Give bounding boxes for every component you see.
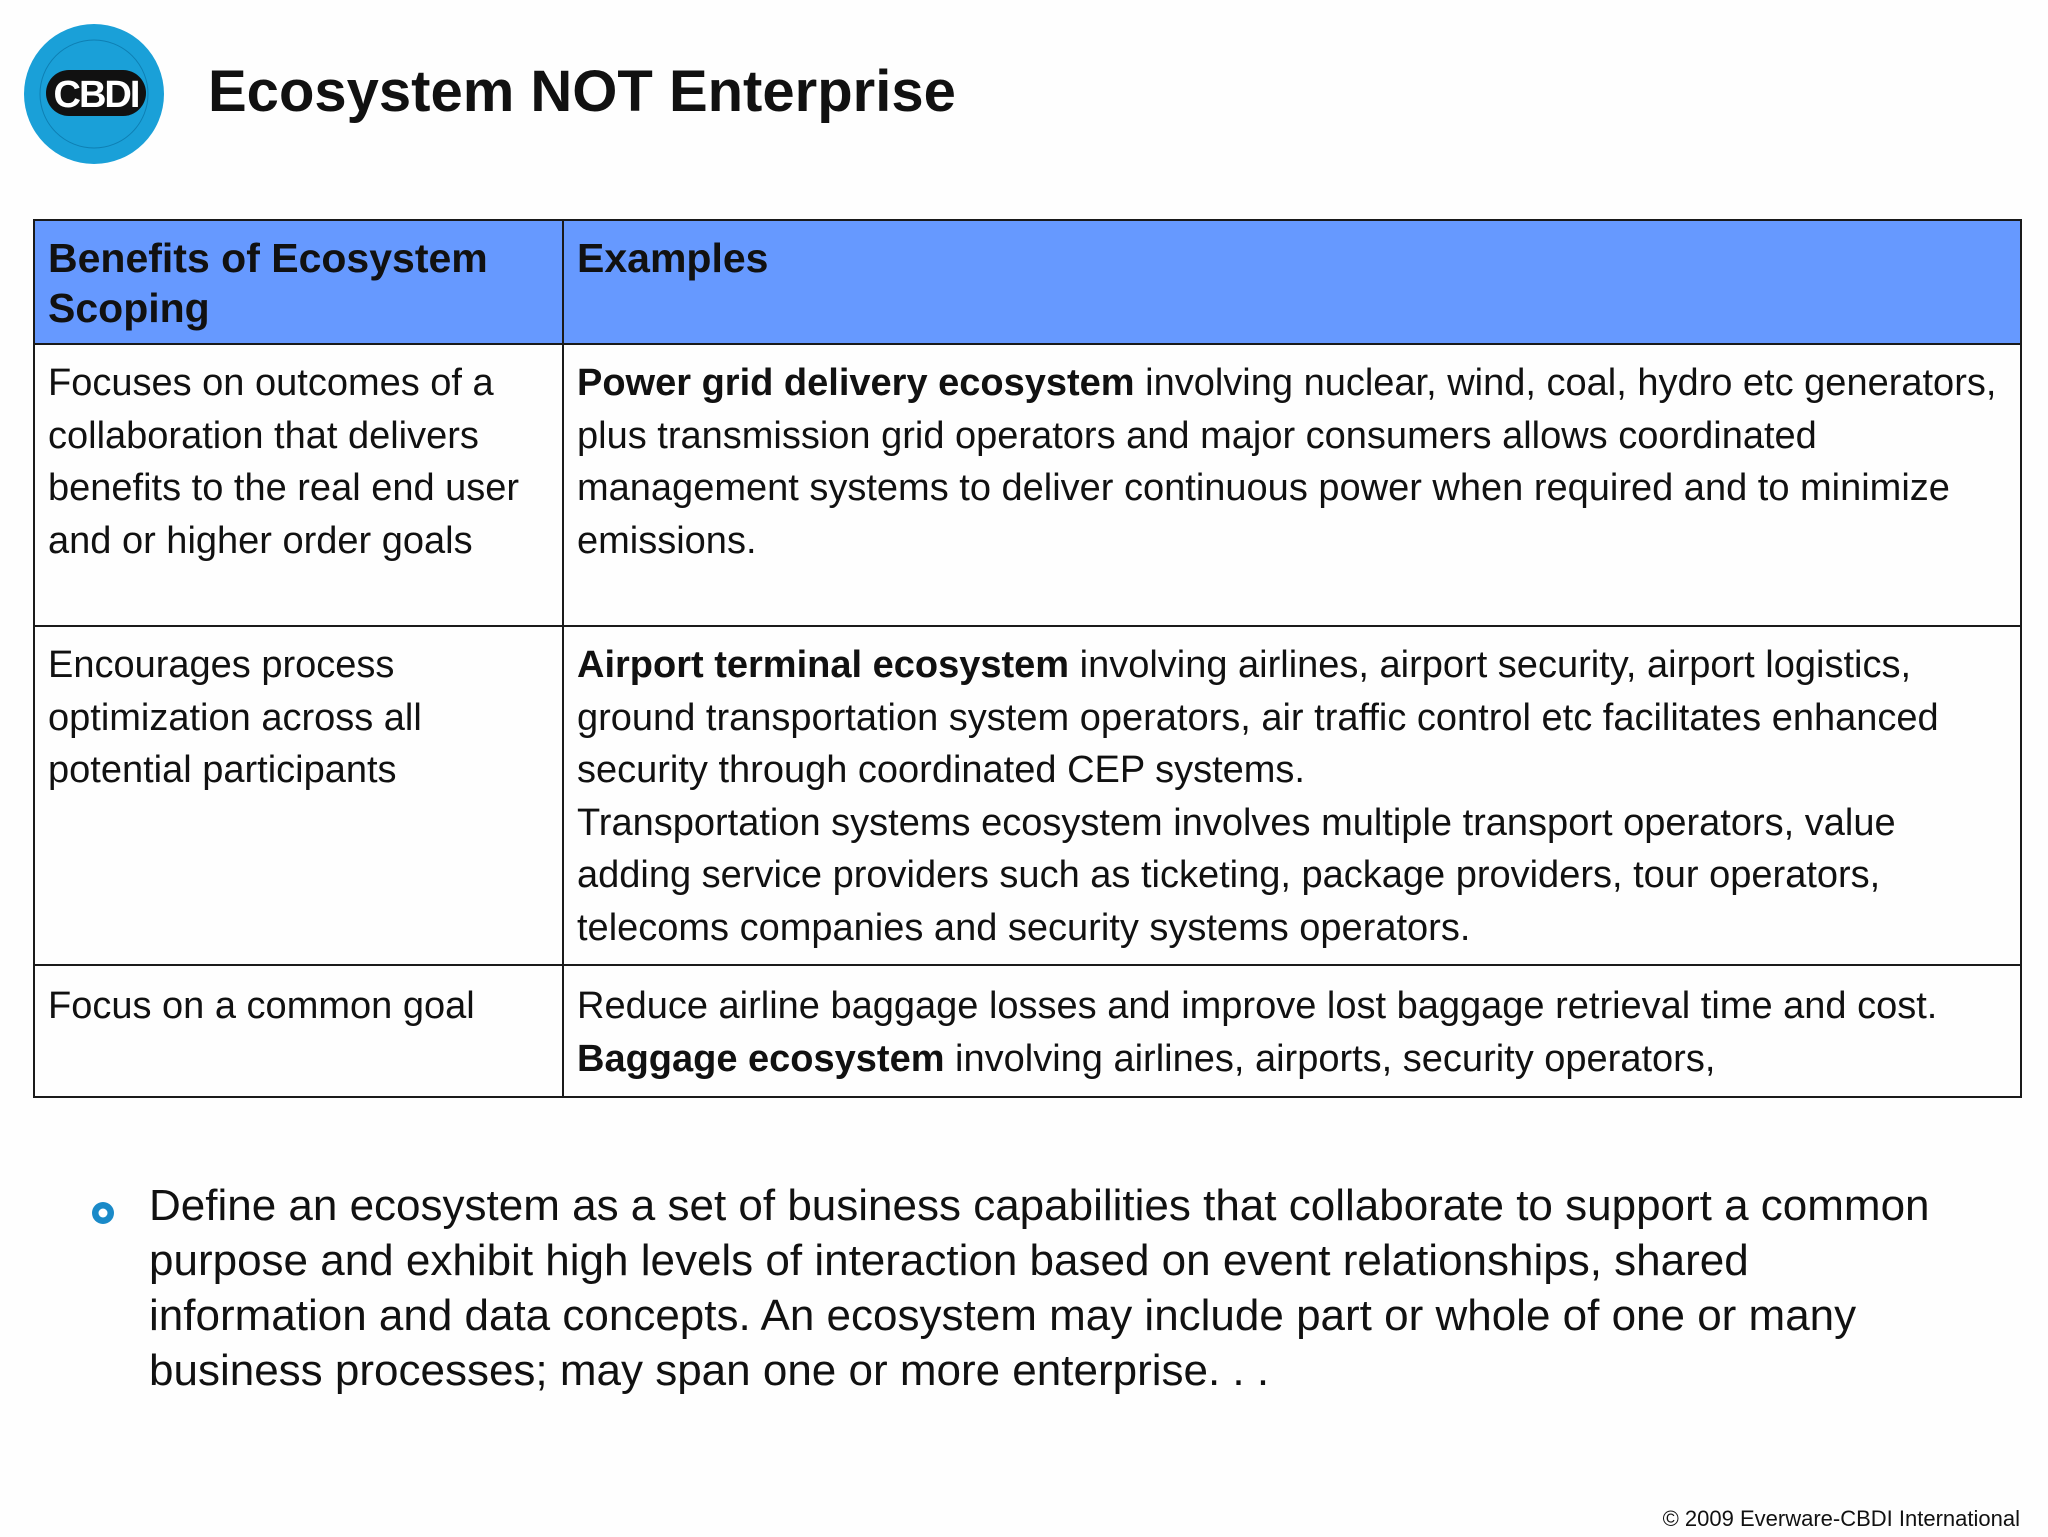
benefit-cell: Focuses on outcomes of a collaboration that delivers benefits to the real end user and or higher order goals xyxy=(34,344,563,626)
bullet-icon xyxy=(90,1200,116,1226)
example-paragraph xyxy=(577,639,2008,797)
page-title: Ecosystem NOT Enterprise xyxy=(208,59,956,124)
table-row xyxy=(34,626,2021,965)
benefit-cell: Encourages process optimization across all potential participants xyxy=(34,626,563,965)
table-header-row xyxy=(34,220,2021,344)
example-text: involving nuclear, wind, coal, hydro etc generators, plus transmission grid operators and major consumers allows coordinated management systems to deliver continuous power when required and to minimize emissions. xyxy=(577,362,1997,562)
examples-cell xyxy=(563,965,2021,1097)
logo-text: CBDI xyxy=(53,74,139,116)
example-bold: Baggage ecosystem xyxy=(577,1037,945,1080)
cbdi-logo xyxy=(22,22,166,166)
header-benefits: Benefits of Ecosystem Scoping xyxy=(34,220,563,344)
benefits-table xyxy=(33,219,2020,1098)
examples-cell xyxy=(563,344,2021,626)
examples-cell xyxy=(563,626,2021,965)
example-paragraph xyxy=(577,1033,2008,1086)
example-text: involving airlines, airport security, airport logistics, ground transportation system operators, air traffic control etc facilitates enhanced security through coordinated CEP systems. xyxy=(577,644,1939,791)
header-examples: Examples xyxy=(563,220,2021,344)
example-bold: Airport terminal ecosystem xyxy=(577,644,1070,686)
table-row xyxy=(34,965,2021,1097)
definition-text: Define an ecosystem as a set of business capabilities that collaborate to support a common purpose and exhibit high levels of interaction based on event relationships, shared information and data concepts. An ecosystem may include part or whole of one or many business processes; may span one or more enterprise. . . xyxy=(149,1181,1930,1395)
example-text: Reduce airline baggage losses and improve lost baggage retrieval time and cost. xyxy=(577,985,1938,1027)
example-text: Transportation systems ecosystem involves multiple transport operators, value adding service providers such as ticketing, package providers, tour operators, telecoms companies and security systems operators. xyxy=(577,801,1896,949)
example-paragraph xyxy=(577,980,2008,1033)
copyright-footer: © 2009 Everware-CBDI International xyxy=(1662,1506,2020,1531)
example-text: involving airlines, airports, security operators, xyxy=(944,1037,1716,1080)
table-row xyxy=(34,344,2021,626)
example-bold: Power grid delivery ecosystem xyxy=(577,362,1135,404)
example-paragraph xyxy=(577,797,2008,955)
benefit-cell: Focus on a common goal xyxy=(34,965,563,1097)
example-paragraph xyxy=(577,357,2008,567)
